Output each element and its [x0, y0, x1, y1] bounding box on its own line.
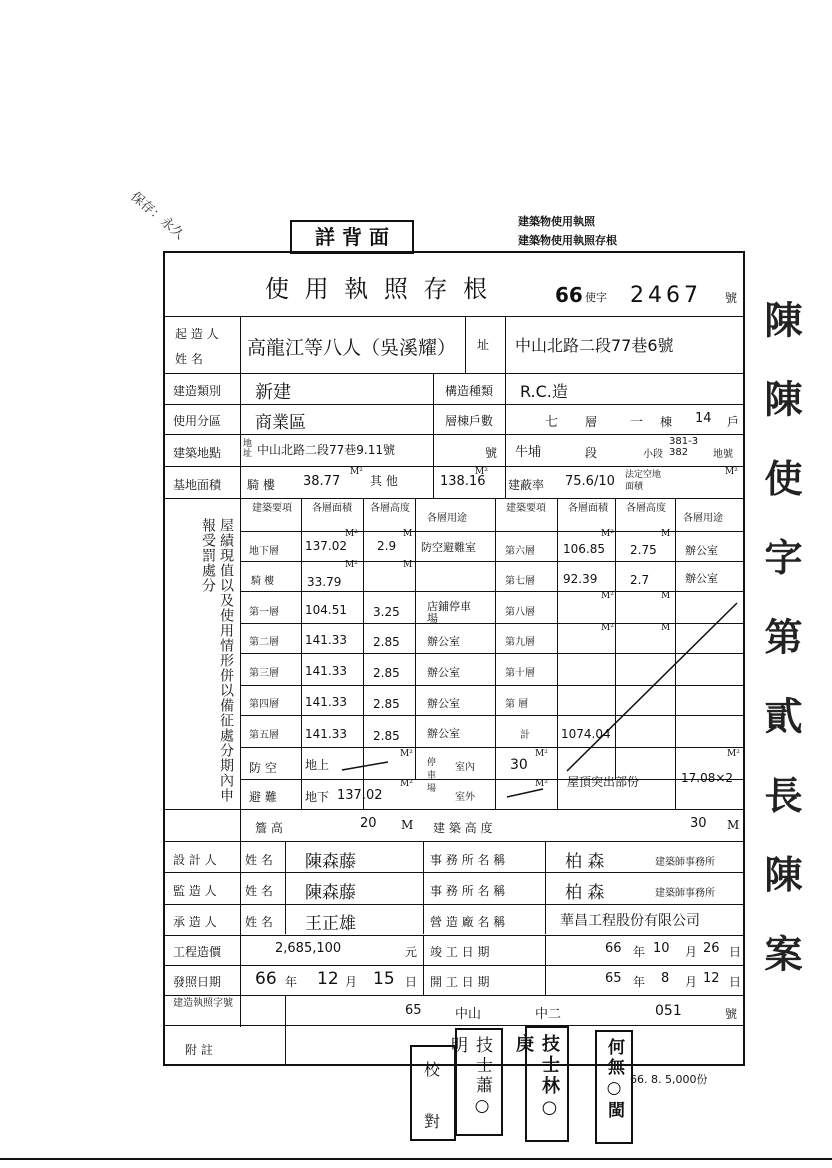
contractor-firm: 華昌工程股份有限公司	[560, 913, 700, 929]
household-unit: 戶	[727, 415, 740, 429]
structure-type-label: 構造種類	[445, 384, 494, 398]
unit-m2: M²	[535, 749, 548, 759]
issue-day-char: 日	[405, 975, 418, 989]
outdoor-label: 室外	[455, 792, 475, 803]
f6-label: 第六層	[505, 546, 535, 557]
unit-m: M	[403, 529, 413, 539]
start-label: 開 工 日 期	[430, 975, 490, 989]
address-value: 中山北路二段77巷6號	[515, 336, 674, 355]
completion-day: 26	[703, 941, 720, 956]
official-stamp-c: 何無○閩	[595, 1030, 633, 1144]
side-note: 屋績現值以及使用情形併以備征處分期內申報受罰處分	[200, 518, 234, 803]
f2-area: 141.33	[305, 633, 347, 647]
building-height-value: 30	[690, 816, 707, 831]
col-area-right: 各層面積	[568, 503, 608, 514]
designer-label: 設 計 人	[173, 853, 217, 867]
unit-m2: M²	[345, 560, 358, 570]
permit-no-char: 號	[725, 1007, 738, 1021]
cost-unit: 元	[405, 945, 418, 959]
arcade-row-area: 33.79	[307, 575, 342, 589]
issue-day: 15	[373, 969, 395, 989]
print-note: 66. 8. 5,000份	[630, 1073, 708, 1086]
top-right-stamp-1: 建築物使用執照	[518, 215, 595, 228]
site-location-label: 建築地點	[173, 446, 222, 460]
completion-day-char: 日	[729, 945, 742, 959]
issue-month: 12	[317, 969, 339, 989]
coverage-label: 建蔽率	[508, 478, 545, 492]
cost-label: 工程造價	[173, 945, 222, 959]
col-use-right: 各層用途	[683, 513, 723, 524]
technician-stamp-a: 技士蕭○明	[455, 1028, 503, 1136]
eaves-height-value: 20	[360, 816, 377, 831]
f7-height: 2.7	[630, 573, 650, 587]
zone-value: 商業區	[255, 413, 306, 433]
supervisor-office-title: 建築師事務所	[655, 888, 715, 899]
lot-label: 地號	[713, 449, 733, 460]
completion-year: 66	[605, 941, 622, 956]
bottom-edge	[0, 1158, 832, 1160]
building-unit: 棟	[660, 415, 673, 429]
buildings-value: 一	[630, 415, 644, 430]
building-height-label: 建 築 高 度	[433, 821, 493, 835]
eaves-height-unit: M	[401, 818, 414, 832]
other-area: 138.16	[440, 474, 486, 489]
other-unit: M²	[475, 467, 488, 477]
detail-badge: 詳 背 面	[290, 220, 414, 254]
area-label: 基地面積	[173, 478, 222, 492]
refuge-place: 地下	[305, 790, 330, 804]
f6-area: 106.85	[563, 542, 605, 556]
start-year: 65	[605, 971, 622, 986]
designer-office-label: 事 務 所 名 稱	[430, 853, 506, 867]
f1-height: 3.25	[373, 605, 400, 619]
unit-m2: M²	[601, 623, 614, 633]
f4-area: 141.33	[305, 695, 347, 709]
unit-m2: M²	[400, 779, 413, 789]
empty-rows-strike	[557, 591, 743, 779]
col-item-right: 建築要項	[506, 503, 546, 514]
unit-m2: M²	[535, 779, 548, 789]
f10-label: 第十層	[505, 668, 535, 679]
unit-m: M	[661, 529, 671, 539]
start-day: 12	[703, 971, 720, 986]
zone-label: 使用分區	[173, 414, 222, 428]
unit-m2: M²	[601, 591, 614, 601]
permit-no-num: 051	[655, 1003, 682, 1019]
name-label: 姓 名	[175, 352, 203, 366]
pair-char: 對	[424, 1112, 441, 1131]
permit-year: 66	[555, 283, 583, 307]
f-blank-label: 第 層	[505, 699, 529, 710]
permit-no-label: 建造執照字號	[173, 998, 233, 1009]
f2-label: 第二層	[249, 637, 279, 648]
build-type-value: 新建	[255, 382, 291, 403]
start-month: 8	[661, 971, 670, 986]
issue-year-char: 年	[285, 975, 298, 989]
air-raid-dash	[340, 758, 390, 774]
completion-year-char: 年	[633, 945, 646, 959]
unit-m2: M²	[400, 749, 413, 759]
builder-name: 高龍江等八人（吳溪耀）	[247, 337, 457, 359]
f1-use: 店鋪停車場	[427, 600, 471, 625]
f3-use: 辦公室	[427, 666, 460, 679]
top-right-stamp-2: 建築物使用執照存根	[518, 234, 617, 247]
supervisor-label: 監 造 人	[173, 884, 217, 898]
arcade-area: 38.77	[303, 474, 341, 489]
air-raid-place: 地上	[305, 758, 330, 772]
section-unit: 段	[585, 446, 598, 460]
total-label: 計	[520, 730, 530, 741]
f7-label: 第七層	[505, 576, 535, 587]
air-raid-label: 防 空	[249, 761, 277, 775]
households-value: 14	[695, 411, 712, 426]
floor-unit: 層	[585, 415, 598, 429]
f3-area: 141.33	[305, 664, 347, 678]
permit-no-district: 中山	[455, 1007, 482, 1022]
basement-use: 防空避難室	[421, 541, 476, 554]
f1-label: 第一層	[249, 607, 279, 618]
f1-area: 104.51	[305, 603, 347, 617]
arcade-row-label: 騎 樓	[251, 576, 275, 587]
f2-use: 辦公室	[427, 635, 460, 648]
completion-label: 竣 工 日 期	[430, 945, 490, 959]
landmark-label: 號	[485, 446, 498, 460]
f4-height: 2.85	[373, 697, 400, 711]
start-day-char: 日	[729, 975, 742, 989]
contractor-firm-label: 營 造 廠 名 稱	[430, 915, 506, 929]
f5-use: 辦公室	[427, 727, 460, 740]
basement-height: 2.9	[377, 539, 397, 553]
completion-month: 10	[653, 941, 670, 956]
unit-m: M	[661, 623, 671, 633]
issue-year: 66	[255, 969, 277, 989]
indoor-label: 室內	[455, 762, 475, 773]
structure-type-value: R.C.造	[520, 382, 568, 401]
unit-m: M	[403, 560, 413, 570]
form-title: 使 用 執 照 存 根	[265, 275, 492, 303]
section-value: 牛埔	[515, 445, 542, 460]
check-char: 校	[424, 1060, 441, 1079]
ground-area-unit: M²	[725, 467, 738, 477]
f7-use: 辦公室	[685, 572, 718, 585]
supervisor-office: 柏 森	[565, 883, 605, 903]
floors-units-label: 層棟戶數	[445, 414, 494, 428]
contractor-label: 承 造 人	[173, 915, 217, 929]
arcade-label: 騎 樓	[247, 478, 275, 492]
permit-no-year: 65	[405, 1003, 422, 1018]
parking-indoor: 30	[510, 757, 528, 773]
f6-height: 2.75	[630, 543, 657, 557]
build-type-label: 建造類別	[173, 384, 222, 398]
f8-label: 第八層	[505, 607, 535, 618]
col-item-left: 建築要項	[252, 503, 292, 514]
coverage-value: 75.6/10	[565, 474, 615, 489]
designer-office-title: 建築師事務所	[655, 857, 715, 868]
permit-prefix: 使字	[585, 291, 607, 304]
unit-m2: M²	[345, 529, 358, 539]
site-addr-label: 地址	[243, 439, 253, 459]
issue-month-char: 月	[345, 975, 358, 989]
check-stamp	[410, 1045, 456, 1141]
right-margin-text: 陳 陳 使 字 第 貳 長 陳 案	[758, 300, 803, 986]
supervisor-office-label: 事 務 所 名 稱	[430, 884, 506, 898]
permit-no-sub: 中二	[535, 1007, 562, 1022]
designer-name-label: 姓 名	[245, 853, 273, 867]
unit-m2: M²	[727, 749, 740, 759]
basement-area: 137.02	[305, 539, 347, 553]
start-year-char: 年	[633, 975, 646, 989]
col-height-left: 各層高度	[370, 503, 410, 514]
total-area: 1074.04	[561, 727, 611, 741]
cost-value: 2,685,100	[275, 941, 342, 956]
permit-form	[163, 251, 745, 1066]
f5-area: 141.33	[305, 727, 347, 741]
refuge-label: 避 難	[249, 790, 277, 804]
roof-value: 17.08×2	[681, 771, 734, 785]
refuge-area: 137.02	[337, 788, 383, 803]
col-height-right: 各層高度	[626, 503, 666, 514]
unit-m: M	[661, 591, 671, 601]
basement-label: 地下層	[249, 546, 279, 557]
building-height-unit: M	[727, 818, 740, 832]
col-use-left: 各層用途	[427, 513, 467, 524]
eaves-height-label: 簷 高	[255, 821, 283, 835]
technician-stamp-b: 技士林○庚	[525, 1026, 569, 1142]
permit-number: 2467	[630, 283, 702, 308]
f7-area: 92.39	[563, 572, 598, 586]
supervisor-name-label: 姓 名	[245, 884, 273, 898]
completion-month-char: 月	[685, 945, 698, 959]
f9-label: 第九層	[505, 637, 535, 648]
f4-label: 第四層	[249, 699, 279, 710]
f5-height: 2.85	[373, 729, 400, 743]
f3-label: 第三層	[249, 668, 279, 679]
f2-height: 2.85	[373, 635, 400, 649]
issue-label: 發照日期	[173, 975, 222, 989]
other-label: 其 他	[370, 474, 398, 488]
designer-office: 柏 森	[565, 852, 605, 872]
permit-suffix: 號	[725, 291, 738, 305]
corner-stamp: 保存：永久	[127, 189, 187, 243]
address-label: 址	[477, 338, 490, 352]
remark-label: 附 註	[185, 1043, 213, 1057]
arcade-unit: M²	[350, 467, 363, 477]
floors-value: 七	[545, 415, 559, 430]
contractor-name: 王正雄	[305, 914, 356, 934]
supervisor-name: 陳森藤	[305, 883, 356, 903]
contractor-name-label: 姓 名	[245, 915, 273, 929]
f3-height: 2.85	[373, 666, 400, 680]
site-addr-value: 中山北路二段77巷9.11號	[257, 443, 395, 457]
builder-label: 起 造 人	[175, 327, 219, 341]
roof-protrusion-label: 屋頂突出部份	[567, 775, 640, 789]
f6-use: 辦公室	[685, 544, 718, 557]
f5-label: 第五層	[249, 730, 279, 741]
unit-m2: M²	[601, 529, 614, 539]
col-area-left: 各層面積	[312, 503, 352, 514]
start-month-char: 月	[685, 975, 698, 989]
subsection-unit: 小段	[643, 449, 663, 460]
parking-label: 停車場	[427, 758, 437, 794]
lot-value: 381-3 382	[669, 436, 699, 458]
f4-use: 辦公室	[427, 697, 460, 710]
ground-area-label: 法定空地面積	[625, 470, 662, 492]
designer-name: 陳森藤	[305, 852, 356, 872]
